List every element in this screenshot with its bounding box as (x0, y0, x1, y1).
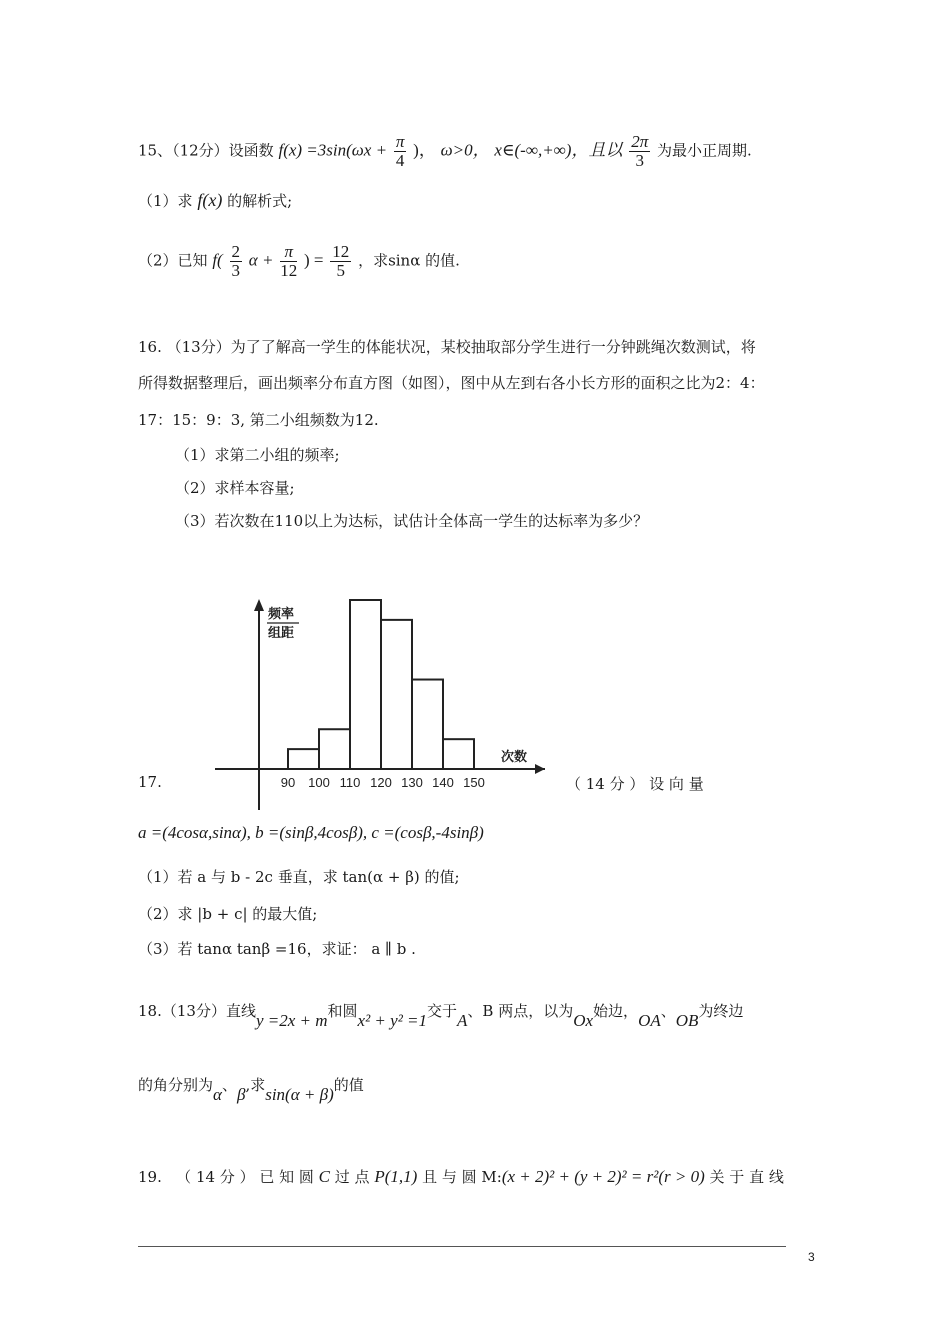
tick-label: 130 (401, 775, 423, 790)
frequency-histogram (215, 595, 555, 815)
histogram-bar (319, 729, 350, 769)
q15-part1: （1）求 f(x) 的解析式; (138, 190, 293, 210)
q15-omega: ω>0， (440, 140, 490, 160)
q19-line1: 19. （ 14 分 ） 已 知 圆 C 过 点 P(1,1) 且 与 圆 M:(x + 2)² + (y + 2)² = r²(r > 0) 关 于 直 线 (138, 1167, 784, 1186)
page-number: 3 (808, 1250, 815, 1264)
q18-line2: 的角分别为α、β,求sin(α + β)的值 (138, 1076, 364, 1104)
q17-part1: （1）若 a 与 b - 2c 垂直，求 tan(α + β) 的值; (138, 868, 460, 886)
q17-vectors: a =(4cosα,sinα), b =(sinβ,4cosβ), c =(cosβ,-4sinβ) (138, 823, 484, 842)
x-axis-arrow (535, 764, 545, 774)
q15-line1: 15、（12分）设函数 f(x) =3sin(ωx + $\frac{\pi}{4}$ )， ω>0， x∈(-∞,+∞)，且以 $\frac{2\pi}{3}$ 为最小正周期. (138, 132, 752, 170)
tick-label: 140 (432, 775, 454, 790)
q15-fraction-pi-4: $\frac{\pi}{4}$ (395, 132, 405, 170)
q15-fraction-2pi-3: $\frac{2\pi}{3}$ (631, 132, 649, 170)
y-axis-arrow (254, 599, 264, 611)
histogram-bar (412, 680, 443, 769)
q18-line1: 18.（13分）直线y =2x + m和圆x² + y² =1交于A、B 两点，以为Ox始边，OA、OB为终边 (138, 1002, 744, 1030)
footer-rule (138, 1246, 786, 1247)
y-label-top: 频率 (268, 606, 295, 621)
q16-line3: 17：15：9：3, 第二小组频数为12. (138, 411, 379, 429)
q16-sub2: （2）求样本容量; (175, 479, 295, 497)
tick-label: 110 (339, 775, 361, 790)
q16-line2: 所得数据整理后，画出频率分布直方图（如图），图中从左到右各小长方形的面积之比为2：4： (138, 374, 765, 392)
tick-label: 120 (370, 775, 392, 790)
q15-function: f(x) =3sin(ωx + (278, 140, 388, 160)
q17-heading: （ 14 分 ） 设 向 量 (566, 775, 704, 793)
q17-number: 17. (138, 773, 162, 791)
q15-lead: 15、（12分）设函数 (138, 141, 274, 160)
tick-label: 90 (280, 775, 296, 790)
tick-label: 150 (463, 775, 485, 790)
tick-label: 100 (308, 775, 330, 790)
histogram-bar (350, 600, 381, 769)
q15-part2: （2）已知 f( $\frac{2}{3}$ α + $\frac{\pi}{12}$ ) = $\frac{12}{5}$ ，求sinα 的值. (138, 242, 460, 280)
histogram-bar (288, 749, 319, 769)
x-label: 次数 (501, 749, 528, 764)
q16-sub3: （3）若次数在110以上为达标，试估计全体高一学生的达标率为多少？ (175, 512, 649, 530)
q16-sub1: （1）求第二小组的频率; (175, 446, 340, 464)
q17-part3: （3）若 tanα tanβ =16，求证： a ∥ b . (138, 940, 416, 958)
q17-part2: （2）求 |b + c| 的最大值; (138, 905, 318, 923)
histogram-bar (381, 620, 412, 769)
q16-line1: 16. （13分）为了了解高一学生的体能状况，某校抽取部分学生进行一分钟跳绳次数测试，将 (138, 338, 756, 356)
q15-domain: x∈(-∞,+∞)，且以 (494, 140, 623, 160)
y-label-bottom: 组距 (268, 625, 295, 640)
histogram-bar (443, 739, 474, 769)
